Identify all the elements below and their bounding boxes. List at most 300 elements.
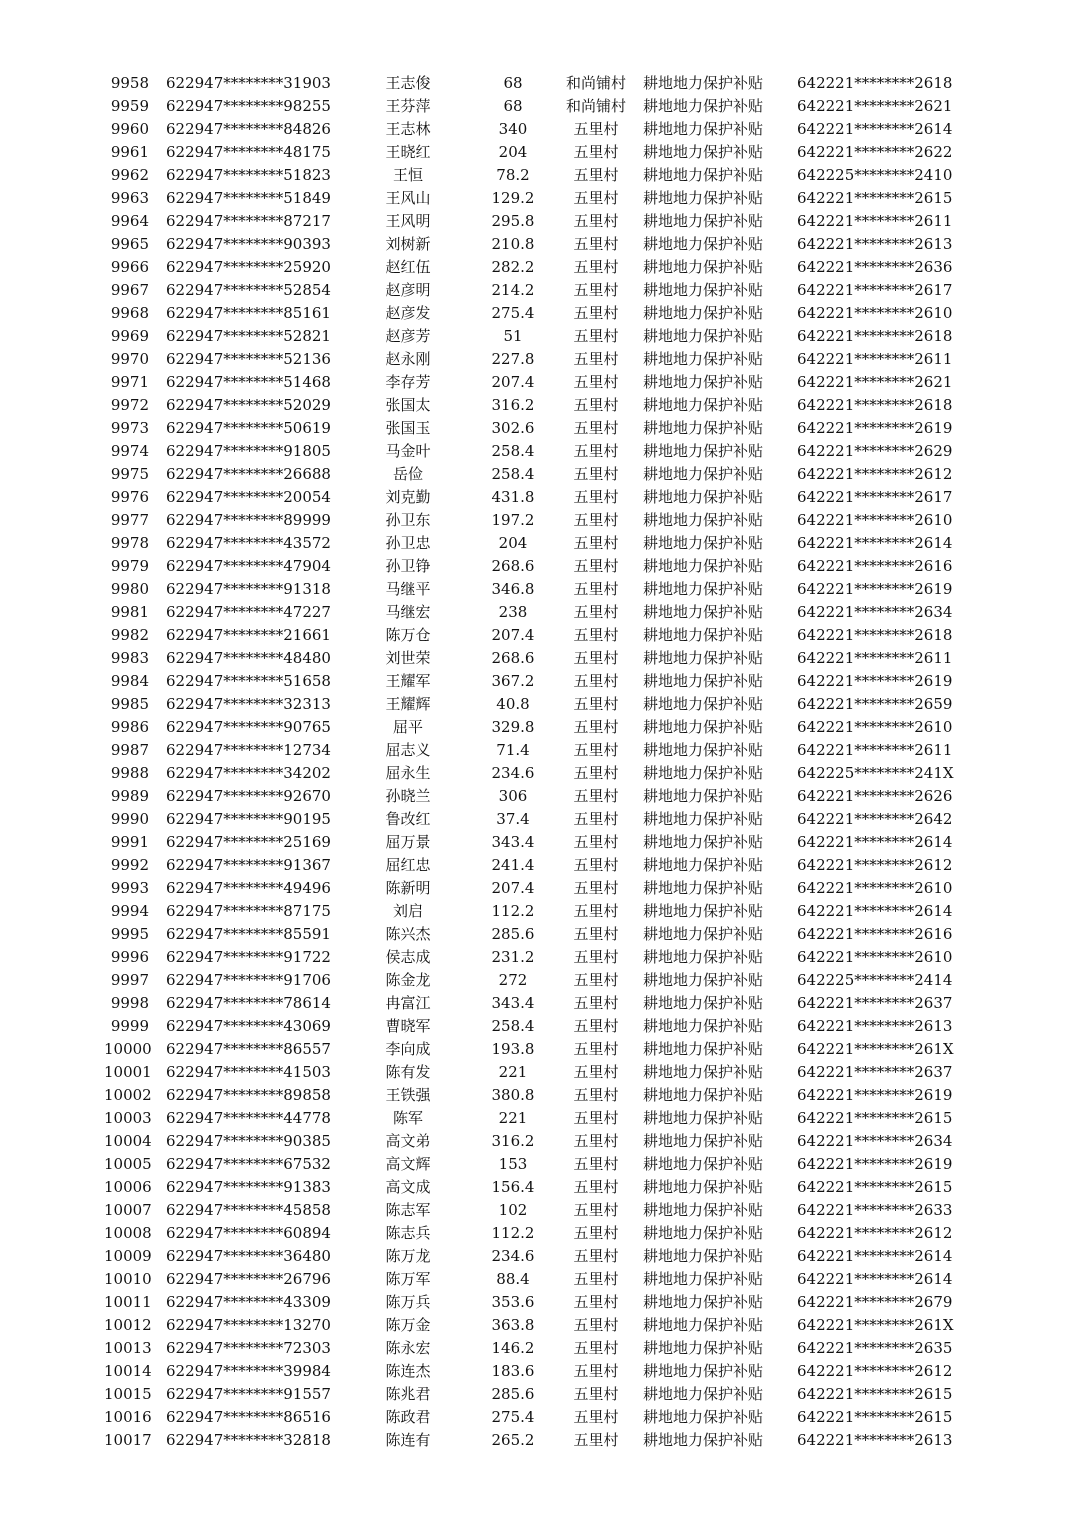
village-name: 五里村: [573, 649, 619, 667]
row-number: 9992: [110, 856, 149, 874]
person-name: 刘克勤: [385, 488, 431, 506]
table-row: [0, 992, 1074, 1015]
person-name: 王铁强: [385, 1086, 431, 1104]
subsidy-type: 耕地地力保护补贴: [643, 212, 764, 230]
subsidy-type: 耕地地力保护补贴: [643, 626, 764, 644]
account-number: 622947********78614: [166, 994, 331, 1012]
village-name: 五里村: [573, 948, 619, 966]
account-number: 622947********49496: [166, 879, 331, 897]
table-row: [0, 72, 1074, 95]
table-row: [0, 417, 1074, 440]
row-number: 9977: [110, 511, 149, 529]
account-number: 622947********86557: [166, 1040, 331, 1058]
row-number: 10002: [104, 1086, 152, 1104]
row-number: 10008: [104, 1224, 152, 1242]
account-number: 622947********21661: [166, 626, 331, 644]
row-number: 9964: [110, 212, 149, 230]
table-row: [0, 325, 1074, 348]
id-number: 642221********2615: [797, 1385, 953, 1403]
village-name: 五里村: [573, 557, 619, 575]
row-number: 9967: [110, 281, 149, 299]
id-number: 642221********2619: [797, 672, 953, 690]
subsidy-amount: 285.6: [491, 1385, 535, 1403]
id-number: 642221********2618: [797, 396, 953, 414]
table-row: [0, 532, 1074, 555]
account-number: 622947********51823: [166, 166, 331, 184]
table-row: [0, 1245, 1074, 1268]
account-number: 622947********51849: [166, 189, 331, 207]
subsidy-type: 耕地地力保护补贴: [643, 925, 764, 943]
id-number: 642221********2614: [797, 1270, 953, 1288]
row-number: 9999: [110, 1017, 149, 1035]
table-row: [0, 923, 1074, 946]
id-number: 642221********2619: [797, 1086, 953, 1104]
village-name: 五里村: [573, 212, 619, 230]
table-row: [0, 1406, 1074, 1429]
id-number: 642221********2637: [797, 1063, 953, 1081]
village-name: 五里村: [573, 1431, 619, 1449]
subsidy-type: 耕地地力保护补贴: [643, 580, 764, 598]
account-number: 622947********50619: [166, 419, 331, 437]
subsidy-type: 耕地地力保护补贴: [643, 1109, 764, 1127]
village-name: 五里村: [573, 1086, 619, 1104]
person-name: 刘世荣: [385, 649, 431, 667]
account-number: 622947********34202: [166, 764, 331, 782]
id-number: 642221********2613: [797, 1017, 953, 1035]
row-number: 9966: [110, 258, 149, 276]
id-number: 642221********2618: [797, 626, 953, 644]
subsidy-amount: 302.6: [491, 419, 535, 437]
account-number: 622947********90195: [166, 810, 331, 828]
village-name: 五里村: [573, 580, 619, 598]
subsidy-amount: 207.4: [491, 626, 535, 644]
table-row: [0, 348, 1074, 371]
subsidy-type: 耕地地力保护补贴: [643, 1316, 764, 1334]
table-row: [0, 555, 1074, 578]
row-number: 9971: [110, 373, 149, 391]
row-number: 9987: [110, 741, 149, 759]
subsidy-type: 耕地地力保护补贴: [643, 787, 764, 805]
subsidy-amount: 88.4: [496, 1270, 530, 1288]
subsidy-type: 耕地地力保护补贴: [643, 235, 764, 253]
subsidy-type: 耕地地力保护补贴: [643, 764, 764, 782]
person-name: 李存芳: [385, 373, 431, 391]
subsidy-amount: 258.4: [491, 465, 535, 483]
row-number: 10016: [104, 1408, 152, 1426]
table-row: [0, 394, 1074, 417]
subsidy-amount: 329.8: [491, 718, 535, 736]
subsidy-amount: 268.6: [491, 557, 535, 575]
village-name: 五里村: [573, 120, 619, 138]
person-name: 王耀军: [385, 672, 431, 690]
table-row: [0, 854, 1074, 877]
account-number: 622947********52821: [166, 327, 331, 345]
account-number: 622947********20054: [166, 488, 331, 506]
row-number: 9969: [110, 327, 149, 345]
id-number: 642221********2626: [797, 787, 953, 805]
person-name: 陈军: [392, 1109, 423, 1127]
row-number: 10011: [104, 1293, 152, 1311]
person-name: 陈连杰: [385, 1362, 431, 1380]
person-name: 陈连有: [385, 1431, 431, 1449]
subsidy-type: 耕地地力保护补贴: [643, 1408, 764, 1426]
account-number: 622947********32313: [166, 695, 331, 713]
table-row: [0, 210, 1074, 233]
village-name: 五里村: [573, 1247, 619, 1265]
subsidy-amount: 153: [498, 1155, 528, 1173]
table-row: [0, 141, 1074, 164]
person-name: 刘树新: [385, 235, 431, 253]
subsidy-type: 耕地地力保护补贴: [643, 442, 764, 460]
subsidy-type: 耕地地力保护补贴: [643, 1178, 764, 1196]
id-number: 642221********2611: [797, 741, 953, 759]
subsidy-type: 耕地地力保护补贴: [643, 258, 764, 276]
subsidy-amount: 207.4: [491, 879, 535, 897]
subsidy-type: 耕地地力保护补贴: [643, 465, 764, 483]
table-row: [0, 1383, 1074, 1406]
subsidy-amount: 207.4: [491, 373, 535, 391]
person-name: 鲁改红: [385, 810, 431, 828]
row-number: 10003: [104, 1109, 152, 1127]
subsidy-type: 耕地地力保护补贴: [643, 1385, 764, 1403]
subsidy-type: 耕地地力保护补贴: [643, 511, 764, 529]
subsidy-type: 耕地地力保护补贴: [643, 350, 764, 368]
subsidy-amount: 258.4: [491, 442, 535, 460]
account-number: 622947********45858: [166, 1201, 331, 1219]
account-number: 622947********44778: [166, 1109, 331, 1127]
account-number: 622947********52854: [166, 281, 331, 299]
subsidy-type: 耕地地力保护补贴: [643, 74, 764, 92]
subsidy-type: 耕地地力保护补贴: [643, 373, 764, 391]
village-name: 五里村: [573, 833, 619, 851]
id-number: 642221********2636: [797, 258, 953, 276]
subsidy-amount: 204: [498, 534, 528, 552]
subsidy-amount: 112.2: [491, 902, 535, 920]
id-number: 642221********2614: [797, 833, 953, 851]
village-name: 五里村: [573, 1293, 619, 1311]
row-number: 10001: [104, 1063, 152, 1081]
village-name: 五里村: [573, 534, 619, 552]
table-row: [0, 762, 1074, 785]
person-name: 王志林: [385, 120, 431, 138]
table-row: [0, 233, 1074, 256]
person-name: 陈金龙: [385, 971, 431, 989]
table-row: [0, 693, 1074, 716]
village-name: 五里村: [573, 879, 619, 897]
subsidy-amount: 193.8: [491, 1040, 535, 1058]
subsidy-type: 耕地地力保护补贴: [643, 281, 764, 299]
row-number: 9996: [110, 948, 149, 966]
subsidy-amount: 265.2: [491, 1431, 535, 1449]
person-name: 陈永宏: [385, 1339, 431, 1357]
account-number: 622947********89999: [166, 511, 331, 529]
subsidy-amount: 367.2: [491, 672, 535, 690]
village-name: 五里村: [573, 373, 619, 391]
table-row: [0, 578, 1074, 601]
row-number: 9963: [110, 189, 149, 207]
village-name: 五里村: [573, 925, 619, 943]
subsidy-type: 耕地地力保护补贴: [643, 1362, 764, 1380]
id-number: 642221********2629: [797, 442, 953, 460]
subsidy-type: 耕地地力保护补贴: [643, 534, 764, 552]
table-row: [0, 624, 1074, 647]
account-number: 622947********85591: [166, 925, 331, 943]
subsidy-type: 耕地地力保护补贴: [643, 419, 764, 437]
account-number: 622947********47904: [166, 557, 331, 575]
row-number: 9975: [110, 465, 149, 483]
person-name: 陈万兵: [385, 1293, 431, 1311]
row-number: 9968: [110, 304, 149, 322]
village-name: 五里村: [573, 1362, 619, 1380]
subsidy-amount: 197.2: [491, 511, 535, 529]
id-number: 642221********2616: [797, 557, 953, 575]
person-name: 王晓红: [385, 143, 431, 161]
table-row: [0, 601, 1074, 624]
account-number: 622947********36480: [166, 1247, 331, 1265]
person-name: 高文辉: [385, 1155, 431, 1173]
id-number: 642221********2642: [797, 810, 953, 828]
row-number: 10014: [104, 1362, 152, 1380]
id-number: 642221********2610: [797, 304, 953, 322]
id-number: 642221********2615: [797, 1178, 953, 1196]
account-number: 622947********91557: [166, 1385, 331, 1403]
subsidy-type: 耕地地力保护补贴: [643, 1293, 764, 1311]
subsidy-type: 耕地地力保护补贴: [643, 143, 764, 161]
table-row: [0, 1176, 1074, 1199]
table-row: [0, 1429, 1074, 1452]
subsidy-amount: 316.2: [491, 1132, 535, 1150]
village-name: 五里村: [573, 1385, 619, 1403]
subsidy-type: 耕地地力保护补贴: [643, 718, 764, 736]
person-name: 岳俭: [392, 465, 423, 483]
account-number: 622947********43069: [166, 1017, 331, 1035]
id-number: 642221********2612: [797, 1224, 953, 1242]
person-name: 屈永生: [385, 764, 431, 782]
table-row: [0, 1199, 1074, 1222]
table-row: [0, 1222, 1074, 1245]
person-name: 陈万仓: [385, 626, 431, 644]
id-number: 642221********2611: [797, 649, 953, 667]
table-row: [0, 302, 1074, 325]
village-name: 和尚铺村: [565, 97, 626, 115]
table-row: [0, 1061, 1074, 1084]
subsidy-type: 耕地地力保护补贴: [643, 902, 764, 920]
id-number: 642221********2634: [797, 603, 953, 621]
row-number: 9961: [110, 143, 149, 161]
row-number: 9985: [110, 695, 149, 713]
id-number: 642221********2614: [797, 534, 953, 552]
person-name: 屈平: [392, 718, 423, 736]
subsidy-amount: 295.8: [491, 212, 535, 230]
id-number: 642221********2610: [797, 511, 953, 529]
person-name: 高文弟: [385, 1132, 431, 1150]
table-row: [0, 509, 1074, 532]
account-number: 622947********47227: [166, 603, 331, 621]
id-number: 642221********2633: [797, 1201, 953, 1219]
id-number: 642221********2611: [797, 212, 953, 230]
subsidy-amount: 241.4: [491, 856, 535, 874]
subsidy-amount: 238: [498, 603, 528, 621]
row-number: 9995: [110, 925, 149, 943]
row-number: 10004: [104, 1132, 152, 1150]
account-number: 622947********60894: [166, 1224, 331, 1242]
table-row: [0, 256, 1074, 279]
table-row: [0, 1337, 1074, 1360]
id-number: 642221********2611: [797, 350, 953, 368]
account-number: 622947********39984: [166, 1362, 331, 1380]
village-name: 五里村: [573, 626, 619, 644]
row-number: 10007: [104, 1201, 152, 1219]
person-name: 王风山: [385, 189, 431, 207]
table-row: [0, 831, 1074, 854]
village-name: 五里村: [573, 810, 619, 828]
person-name: 赵永刚: [385, 350, 431, 368]
subsidy-amount: 275.4: [491, 304, 535, 322]
village-name: 五里村: [573, 1201, 619, 1219]
table-row: [0, 1314, 1074, 1337]
table-row: [0, 969, 1074, 992]
account-number: 622947********43309: [166, 1293, 331, 1311]
table-row: [0, 279, 1074, 302]
row-number: 9991: [110, 833, 149, 851]
table-row: [0, 187, 1074, 210]
village-name: 五里村: [573, 419, 619, 437]
id-number: 642225********241X: [797, 764, 954, 782]
table-row: [0, 670, 1074, 693]
account-number: 622947********91383: [166, 1178, 331, 1196]
row-number: 9959: [110, 97, 149, 115]
table-row: [0, 785, 1074, 808]
id-number: 642221********2634: [797, 1132, 953, 1150]
person-name: 赵彦芳: [385, 327, 431, 345]
person-name: 陈有发: [385, 1063, 431, 1081]
table-row: [0, 946, 1074, 969]
subsidy-type: 耕地地力保护补贴: [643, 1132, 764, 1150]
subsidy-amount: 227.8: [491, 350, 535, 368]
table-row: [0, 371, 1074, 394]
id-number: 642221********2679: [797, 1293, 953, 1311]
row-number: 10009: [104, 1247, 152, 1265]
subsidy-type: 耕地地力保护补贴: [643, 120, 764, 138]
person-name: 赵彦发: [385, 304, 431, 322]
person-name: 陈万龙: [385, 1247, 431, 1265]
id-number: 642221********2615: [797, 1109, 953, 1127]
subsidy-type: 耕地地力保护补贴: [643, 971, 764, 989]
subsidy-amount: 363.8: [491, 1316, 535, 1334]
table-row: [0, 1038, 1074, 1061]
subsidy-amount: 102: [498, 1201, 528, 1219]
account-number: 622947********91318: [166, 580, 331, 598]
village-name: 五里村: [573, 971, 619, 989]
person-name: 陈万军: [385, 1270, 431, 1288]
id-number: 642221********2610: [797, 879, 953, 897]
subsidy-amount: 234.6: [491, 1247, 535, 1265]
person-name: 王风明: [385, 212, 431, 230]
village-name: 五里村: [573, 856, 619, 874]
person-name: 陈兴杰: [385, 925, 431, 943]
row-number: 10017: [104, 1431, 152, 1449]
subsidy-type: 耕地地力保护补贴: [643, 557, 764, 575]
id-number: 642221********2616: [797, 925, 953, 943]
village-name: 五里村: [573, 764, 619, 782]
account-number: 622947********31903: [166, 74, 331, 92]
village-name: 五里村: [573, 1063, 619, 1081]
person-name: 侯志成: [385, 948, 431, 966]
table-row: [0, 95, 1074, 118]
row-number: 10006: [104, 1178, 152, 1196]
account-number: 622947********48480: [166, 649, 331, 667]
person-name: 马金叶: [385, 442, 431, 460]
subsidy-type: 耕地地力保护补贴: [643, 1224, 764, 1242]
account-number: 622947********89858: [166, 1086, 331, 1104]
table-row: [0, 164, 1074, 187]
row-number: 9960: [110, 120, 149, 138]
village-name: 五里村: [573, 741, 619, 759]
row-number: 9998: [110, 994, 149, 1012]
village-name: 五里村: [573, 787, 619, 805]
person-name: 李向成: [385, 1040, 431, 1058]
id-number: 642221********2610: [797, 718, 953, 736]
person-name: 陈志兵: [385, 1224, 431, 1242]
row-number: 9973: [110, 419, 149, 437]
subsidy-amount: 380.8: [491, 1086, 535, 1104]
village-name: 五里村: [573, 396, 619, 414]
account-number: 622947********91367: [166, 856, 331, 874]
subsidy-type: 耕地地力保护补贴: [643, 1063, 764, 1081]
row-number: 9993: [110, 879, 149, 897]
subsidy-type: 耕地地力保护补贴: [643, 1339, 764, 1357]
village-name: 五里村: [573, 1040, 619, 1058]
table-row: [0, 1107, 1074, 1130]
table-row: [0, 1130, 1074, 1153]
account-number: 622947********72303: [166, 1339, 331, 1357]
subsidy-amount: 146.2: [491, 1339, 535, 1357]
village-name: 五里村: [573, 1270, 619, 1288]
subsidy-type: 耕地地力保护补贴: [643, 672, 764, 690]
subsidy-type: 耕地地力保护补贴: [643, 1431, 764, 1449]
village-name: 五里村: [573, 189, 619, 207]
subsidy-amount: 37.4: [496, 810, 530, 828]
row-number: 10000: [104, 1040, 152, 1058]
subsidy-type: 耕地地力保护补贴: [643, 810, 764, 828]
id-number: 642221********2619: [797, 1155, 953, 1173]
subsidy-type: 耕地地力保护补贴: [643, 994, 764, 1012]
id-number: 642221********2614: [797, 902, 953, 920]
subsidy-amount: 343.4: [491, 833, 535, 851]
subsidy-amount: 234.6: [491, 764, 535, 782]
person-name: 高文成: [385, 1178, 431, 1196]
village-name: 五里村: [573, 672, 619, 690]
row-number: 9983: [110, 649, 149, 667]
account-number: 622947********87175: [166, 902, 331, 920]
person-name: 赵彦明: [385, 281, 431, 299]
account-number: 622947********90765: [166, 718, 331, 736]
account-number: 622947********32818: [166, 1431, 331, 1449]
subsidy-type: 耕地地力保护补贴: [643, 396, 764, 414]
row-number: 9979: [110, 557, 149, 575]
subsidy-amount: 156.4: [491, 1178, 535, 1196]
id-number: 642221********2619: [797, 419, 953, 437]
village-name: 五里村: [573, 488, 619, 506]
village-name: 五里村: [573, 258, 619, 276]
row-number: 10015: [104, 1385, 152, 1403]
person-name: 王芬萍: [385, 97, 431, 115]
subsidy-amount: 129.2: [491, 189, 535, 207]
id-number: 642221********2621: [797, 373, 953, 391]
subsidy-type: 耕地地力保护补贴: [643, 603, 764, 621]
subsidy-type: 耕地地力保护补贴: [643, 327, 764, 345]
id-number: 642221********2615: [797, 1408, 953, 1426]
